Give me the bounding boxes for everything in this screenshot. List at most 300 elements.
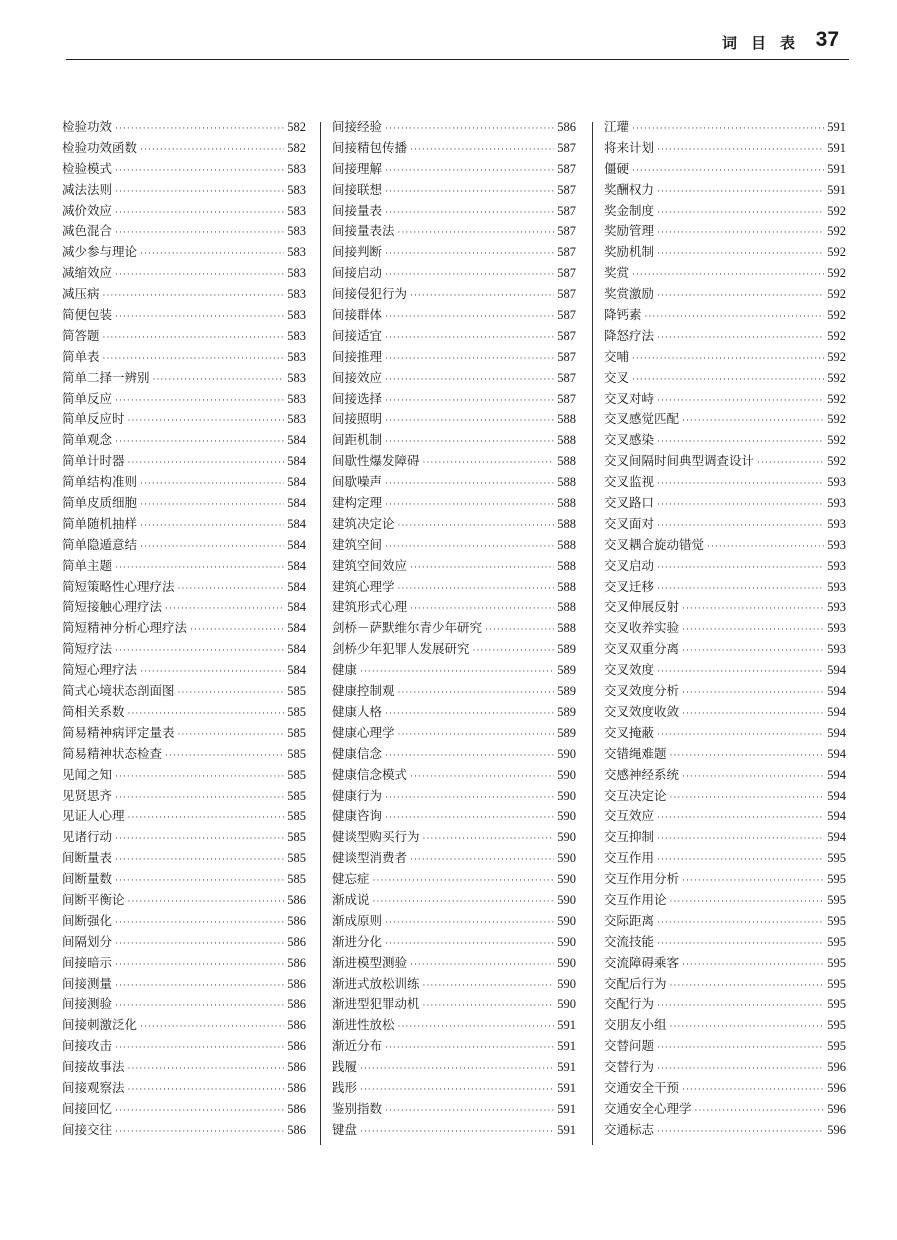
dot-leader bbox=[385, 333, 554, 343]
index-entry bbox=[604, 201, 846, 222]
entry-page-number: 595 bbox=[827, 976, 846, 991]
index-entry bbox=[332, 138, 576, 159]
entry-page-number: 591 bbox=[827, 182, 846, 197]
dot-leader bbox=[115, 876, 284, 886]
entry-term: 简单随机抽样 bbox=[62, 515, 138, 531]
dot-leader bbox=[657, 855, 824, 865]
entry-page-number: 586 bbox=[287, 1060, 306, 1075]
entry-page-number: 590 bbox=[557, 851, 576, 866]
index-entry bbox=[62, 1099, 306, 1120]
entry-term: 间接群体 bbox=[332, 307, 383, 323]
dot-leader bbox=[657, 1127, 824, 1137]
entry-term: 交互决定论 bbox=[604, 787, 667, 803]
index-entry bbox=[62, 618, 306, 639]
entry-page-number: 589 bbox=[557, 642, 576, 657]
entry-term: 交叉监视 bbox=[604, 474, 655, 490]
dot-leader bbox=[398, 228, 555, 238]
dot-leader bbox=[657, 730, 824, 740]
entry-page-number: 587 bbox=[557, 391, 576, 406]
dot-leader bbox=[410, 291, 554, 301]
dot-leader bbox=[115, 646, 284, 656]
index-entry bbox=[332, 430, 576, 451]
index-entry bbox=[62, 723, 306, 744]
entry-page-number: 585 bbox=[287, 851, 306, 866]
index-entry bbox=[332, 368, 576, 389]
entry-term: 简单反应时 bbox=[62, 411, 125, 427]
entry-term: 践履 bbox=[332, 1059, 358, 1075]
entry-term: 奖励机制 bbox=[604, 244, 655, 260]
index-entry bbox=[332, 848, 576, 869]
dot-leader bbox=[385, 939, 554, 949]
index-entry bbox=[604, 138, 846, 159]
dot-leader bbox=[657, 1043, 824, 1053]
index-entry bbox=[604, 639, 846, 660]
entry-page-number: 592 bbox=[827, 349, 846, 364]
dot-leader bbox=[140, 1022, 284, 1032]
entry-term: 建构定理 bbox=[332, 495, 383, 511]
dot-leader bbox=[373, 876, 555, 886]
entry-page-number: 586 bbox=[287, 1122, 306, 1137]
entry-term: 检验模式 bbox=[62, 160, 113, 176]
index-entry bbox=[332, 1036, 576, 1057]
entry-term: 间接选择 bbox=[332, 390, 383, 406]
entry-page-number: 593 bbox=[827, 621, 846, 636]
entry-page-number: 583 bbox=[287, 287, 306, 302]
index-entry bbox=[332, 786, 576, 807]
index-entry bbox=[62, 472, 306, 493]
index-entry bbox=[332, 702, 576, 723]
index-entry bbox=[604, 1099, 846, 1120]
entry-page-number: 592 bbox=[827, 308, 846, 323]
entry-term: 减少参与理论 bbox=[62, 244, 138, 260]
entry-term: 建筑心理学 bbox=[332, 578, 395, 594]
entry-page-number: 584 bbox=[287, 537, 306, 552]
entry-page-number: 586 bbox=[557, 120, 576, 134]
entry-page-number: 587 bbox=[557, 203, 576, 218]
dot-leader bbox=[657, 667, 824, 677]
entry-page-number: 591 bbox=[827, 161, 846, 176]
entry-term: 简易精神病评定量表 bbox=[62, 724, 175, 740]
entry-page-number: 588 bbox=[557, 579, 576, 594]
entry-page-number: 592 bbox=[827, 328, 846, 343]
index-entry bbox=[604, 994, 846, 1015]
index-entry bbox=[604, 827, 846, 848]
entry-term: 奖励管理 bbox=[604, 223, 655, 239]
dot-leader bbox=[165, 604, 284, 614]
dot-leader bbox=[153, 375, 285, 385]
entry-term: 简单观念 bbox=[62, 432, 113, 448]
index-entry bbox=[62, 994, 306, 1015]
entry-term: 降钙素 bbox=[604, 307, 642, 323]
index-entry bbox=[604, 848, 846, 869]
entry-term: 交互作用论 bbox=[604, 891, 667, 907]
column-divider bbox=[592, 122, 593, 1145]
index-entry bbox=[604, 911, 846, 932]
dot-leader bbox=[103, 354, 285, 364]
dot-leader bbox=[657, 813, 824, 823]
index-entry bbox=[62, 409, 306, 430]
entry-term: 交配后行为 bbox=[604, 975, 667, 991]
entry-page-number: 588 bbox=[557, 475, 576, 490]
entry-page-number: 587 bbox=[557, 161, 576, 176]
dot-leader bbox=[632, 354, 824, 364]
index-entry bbox=[604, 1057, 846, 1078]
dot-leader bbox=[423, 458, 555, 468]
entry-page-number: 590 bbox=[557, 955, 576, 970]
entry-page-number: 584 bbox=[287, 516, 306, 531]
dot-leader bbox=[115, 270, 284, 280]
entry-page-number: 583 bbox=[287, 266, 306, 281]
entry-term: 建筑空间效应 bbox=[332, 557, 408, 573]
entry-page-number: 584 bbox=[287, 475, 306, 490]
dot-leader bbox=[360, 667, 554, 677]
entry-term: 剑桥－萨默维尔青少年研究 bbox=[332, 620, 483, 636]
entry-page-number: 594 bbox=[827, 830, 846, 845]
entry-page-number: 587 bbox=[557, 328, 576, 343]
dot-leader bbox=[115, 124, 284, 134]
index-entry bbox=[604, 159, 846, 180]
entry-page-number: 592 bbox=[827, 245, 846, 260]
dot-leader bbox=[128, 897, 285, 907]
entry-term: 简单皮质细胞 bbox=[62, 495, 138, 511]
entry-page-number: 594 bbox=[827, 767, 846, 782]
index-entry bbox=[604, 242, 846, 263]
entry-page-number: 583 bbox=[287, 349, 306, 364]
page-header bbox=[0, 28, 897, 58]
entry-term: 间接测验 bbox=[62, 996, 113, 1012]
header-rule bbox=[66, 59, 849, 60]
index-entry bbox=[604, 806, 846, 827]
entry-page-number: 586 bbox=[287, 1101, 306, 1116]
entry-page-number: 594 bbox=[827, 788, 846, 803]
entry-term: 交叉双重分离 bbox=[604, 641, 680, 657]
dot-leader bbox=[385, 500, 554, 510]
dot-leader bbox=[657, 187, 824, 197]
entry-page-number: 594 bbox=[827, 684, 846, 699]
dot-leader bbox=[373, 897, 555, 907]
entry-term: 间接量表法 bbox=[332, 223, 395, 239]
entry-term: 僵硬 bbox=[604, 160, 630, 176]
entry-page-number: 586 bbox=[287, 955, 306, 970]
dot-leader bbox=[128, 813, 285, 823]
index-entry bbox=[62, 284, 306, 305]
entry-page-number: 595 bbox=[827, 913, 846, 928]
entry-term: 渐近分布 bbox=[332, 1038, 383, 1054]
entry-page-number: 594 bbox=[827, 746, 846, 761]
entry-page-number: 588 bbox=[557, 433, 576, 448]
dot-leader bbox=[385, 709, 554, 719]
index-entry bbox=[332, 806, 576, 827]
dot-leader bbox=[140, 521, 284, 531]
entry-page-number: 596 bbox=[827, 1122, 846, 1137]
entry-page-number: 587 bbox=[557, 287, 576, 302]
entry-page-number: 586 bbox=[287, 1039, 306, 1054]
entry-term: 间断强化 bbox=[62, 912, 113, 928]
entry-page-number: 589 bbox=[557, 725, 576, 740]
index-entry bbox=[332, 1120, 576, 1141]
dot-leader bbox=[757, 458, 824, 468]
index-entry bbox=[604, 451, 846, 472]
dot-leader bbox=[140, 479, 284, 489]
entry-term: 健康信念 bbox=[332, 745, 383, 761]
dot-leader bbox=[115, 563, 284, 573]
entry-page-number: 587 bbox=[557, 370, 576, 385]
dot-leader bbox=[657, 333, 824, 343]
index-entry bbox=[604, 1120, 846, 1141]
index-entry bbox=[604, 284, 846, 305]
dot-leader bbox=[140, 542, 284, 552]
dot-leader bbox=[115, 1043, 284, 1053]
index-entry bbox=[604, 535, 846, 556]
dot-leader bbox=[657, 918, 824, 928]
entry-term: 见贤思齐 bbox=[62, 787, 113, 803]
entry-term: 江瓘 bbox=[604, 119, 630, 134]
dot-leader bbox=[670, 793, 825, 803]
entry-page-number: 588 bbox=[557, 600, 576, 615]
entry-term: 健康咨询 bbox=[332, 808, 383, 824]
entry-term: 减价效应 bbox=[62, 202, 113, 218]
dot-leader bbox=[398, 1022, 555, 1032]
index-entry bbox=[62, 368, 306, 389]
entry-page-number: 583 bbox=[287, 412, 306, 427]
entry-page-number: 591 bbox=[827, 120, 846, 134]
entry-page-number: 596 bbox=[827, 1101, 846, 1116]
entry-page-number: 593 bbox=[827, 516, 846, 531]
entry-term: 交叉效度收敛 bbox=[604, 703, 680, 719]
dot-leader bbox=[657, 521, 824, 531]
index-entry bbox=[604, 618, 846, 639]
dot-leader bbox=[128, 458, 285, 468]
index-entry bbox=[604, 326, 846, 347]
index-entry bbox=[332, 305, 576, 326]
index-entry bbox=[62, 953, 306, 974]
index-entry bbox=[332, 263, 576, 284]
index-entry bbox=[604, 221, 846, 242]
index-entry bbox=[332, 577, 576, 598]
entry-term: 间断量数 bbox=[62, 871, 113, 887]
entry-page-number: 586 bbox=[287, 976, 306, 991]
entry-page-number: 590 bbox=[557, 997, 576, 1012]
index-entry bbox=[332, 723, 576, 744]
entry-page-number: 593 bbox=[827, 579, 846, 594]
dot-leader bbox=[115, 918, 284, 928]
dot-leader bbox=[385, 396, 554, 406]
entry-page-number: 584 bbox=[287, 433, 306, 448]
index-entry bbox=[604, 1015, 846, 1036]
entry-term: 间接测量 bbox=[62, 975, 113, 991]
dot-leader bbox=[140, 500, 284, 510]
dot-leader bbox=[360, 1085, 554, 1095]
entry-term: 奖赏 bbox=[604, 265, 630, 281]
entry-page-number: 591 bbox=[557, 1122, 576, 1137]
entry-page-number: 585 bbox=[287, 872, 306, 887]
entry-term: 简单计时器 bbox=[62, 453, 125, 469]
running-title: 词目表 bbox=[721, 34, 809, 52]
dot-leader bbox=[385, 1106, 554, 1116]
index-entry bbox=[332, 1057, 576, 1078]
index-entry bbox=[62, 117, 306, 138]
entry-page-number: 591 bbox=[557, 1060, 576, 1075]
index-entry bbox=[62, 493, 306, 514]
entry-page-number: 592 bbox=[827, 287, 846, 302]
index-entry bbox=[62, 911, 306, 932]
index-entry bbox=[604, 765, 846, 786]
index-entry bbox=[62, 577, 306, 598]
dot-leader bbox=[115, 855, 284, 865]
entry-term: 渐进型犯罪动机 bbox=[332, 996, 420, 1012]
dot-leader bbox=[128, 1064, 285, 1074]
entry-term: 间接暗示 bbox=[62, 954, 113, 970]
entry-term: 交流障碍乘客 bbox=[604, 954, 680, 970]
entry-term: 交叉间隔时间典型调查设计 bbox=[604, 453, 755, 469]
index-entry bbox=[332, 514, 576, 535]
index-entry bbox=[604, 702, 846, 723]
entry-page-number: 589 bbox=[557, 684, 576, 699]
entry-term: 健谈型购买行为 bbox=[332, 829, 420, 845]
entry-page-number: 587 bbox=[557, 349, 576, 364]
dot-leader bbox=[410, 604, 554, 614]
entry-term: 交叉效度 bbox=[604, 662, 655, 678]
dot-leader bbox=[410, 145, 554, 155]
entry-page-number: 592 bbox=[827, 203, 846, 218]
dot-leader bbox=[385, 751, 554, 761]
entry-term: 间接经验 bbox=[332, 119, 383, 134]
index-entry bbox=[62, 869, 306, 890]
index-entry bbox=[62, 1120, 306, 1141]
index-entry bbox=[604, 305, 846, 326]
dot-leader bbox=[485, 625, 554, 635]
index-entry bbox=[604, 368, 846, 389]
dot-leader bbox=[385, 1043, 554, 1053]
index-entry bbox=[332, 117, 576, 138]
dot-leader bbox=[360, 1127, 554, 1137]
dot-leader bbox=[385, 354, 554, 364]
entry-page-number: 592 bbox=[827, 370, 846, 385]
index-column-3 bbox=[604, 117, 846, 1141]
dot-leader bbox=[398, 688, 555, 698]
entry-page-number: 585 bbox=[287, 684, 306, 699]
index-entry bbox=[604, 974, 846, 995]
entry-term: 交配行为 bbox=[604, 996, 655, 1012]
entry-term: 交叉面对 bbox=[604, 515, 655, 531]
entry-page-number: 585 bbox=[287, 830, 306, 845]
index-entry bbox=[604, 556, 846, 577]
index-entry bbox=[332, 493, 576, 514]
entry-page-number: 583 bbox=[287, 224, 306, 239]
entry-page-number: 587 bbox=[557, 224, 576, 239]
index-entry bbox=[332, 409, 576, 430]
dot-leader bbox=[385, 793, 554, 803]
entry-term: 交叉路口 bbox=[604, 495, 655, 511]
dot-leader bbox=[657, 834, 824, 844]
entry-page-number: 584 bbox=[287, 600, 306, 615]
entry-page-number: 596 bbox=[827, 1060, 846, 1075]
index-entry bbox=[604, 117, 846, 138]
index-entry bbox=[604, 263, 846, 284]
entry-term: 渐进模型测验 bbox=[332, 954, 408, 970]
entry-page-number: 588 bbox=[557, 516, 576, 531]
entry-term: 交朋友小组 bbox=[604, 1017, 667, 1033]
entry-page-number: 592 bbox=[827, 454, 846, 469]
dot-leader bbox=[410, 855, 554, 865]
entry-page-number: 585 bbox=[287, 809, 306, 824]
dot-leader bbox=[682, 1085, 824, 1095]
entry-term: 交替问题 bbox=[604, 1038, 655, 1054]
dot-leader bbox=[398, 521, 555, 531]
entry-term: 间歇噪声 bbox=[332, 474, 383, 490]
entry-page-number: 585 bbox=[287, 788, 306, 803]
dot-leader bbox=[115, 793, 284, 803]
index-entry bbox=[62, 242, 306, 263]
dot-leader bbox=[385, 187, 554, 197]
entry-page-number: 591 bbox=[827, 140, 846, 155]
dot-leader bbox=[385, 437, 554, 447]
entry-term: 交叉耦合旋动错觉 bbox=[604, 536, 705, 552]
index-entry bbox=[332, 535, 576, 556]
entry-page-number: 591 bbox=[557, 1018, 576, 1033]
index-entry bbox=[62, 932, 306, 953]
entry-page-number: 590 bbox=[557, 976, 576, 991]
entry-term: 间接判断 bbox=[332, 244, 383, 260]
entry-term: 简短心理疗法 bbox=[62, 662, 138, 678]
entry-page-number: 592 bbox=[827, 412, 846, 427]
entry-page-number: 590 bbox=[557, 872, 576, 887]
entry-term: 简单表 bbox=[62, 348, 100, 364]
index-entry bbox=[62, 786, 306, 807]
index-entry bbox=[332, 744, 576, 765]
entry-page-number: 590 bbox=[557, 892, 576, 907]
dot-leader bbox=[385, 479, 554, 489]
index-entry bbox=[332, 451, 576, 472]
entry-page-number: 592 bbox=[827, 391, 846, 406]
index-entry bbox=[62, 451, 306, 472]
entry-term: 简式心境状态剖面图 bbox=[62, 683, 175, 699]
entry-term: 间接效应 bbox=[332, 369, 383, 385]
dot-leader bbox=[632, 375, 824, 385]
index-entry bbox=[604, 1036, 846, 1057]
index-entry bbox=[604, 577, 846, 598]
entry-page-number: 595 bbox=[827, 872, 846, 887]
index-entry bbox=[604, 953, 846, 974]
dot-leader bbox=[385, 813, 554, 823]
index-entry bbox=[62, 639, 306, 660]
entry-page-number: 593 bbox=[827, 496, 846, 511]
entry-term: 交互效应 bbox=[604, 808, 655, 824]
entry-term: 间接侵犯行为 bbox=[332, 286, 408, 302]
entry-term: 交互抑制 bbox=[604, 829, 655, 845]
dot-leader bbox=[682, 416, 824, 426]
dot-leader bbox=[657, 437, 824, 447]
dot-leader bbox=[657, 208, 824, 218]
entry-page-number: 587 bbox=[557, 308, 576, 323]
entry-page-number: 595 bbox=[827, 892, 846, 907]
index-entry bbox=[332, 618, 576, 639]
entry-term: 剑桥少年犯罪人发展研究 bbox=[332, 641, 470, 657]
entry-page-number: 591 bbox=[557, 1039, 576, 1054]
index-entry bbox=[332, 201, 576, 222]
dot-leader bbox=[128, 1085, 285, 1095]
dot-leader bbox=[385, 124, 554, 134]
index-entry bbox=[332, 556, 576, 577]
entry-term: 键盘 bbox=[332, 1121, 358, 1137]
entry-page-number: 583 bbox=[287, 391, 306, 406]
index-entry bbox=[332, 389, 576, 410]
index-entry bbox=[332, 994, 576, 1015]
entry-page-number: 590 bbox=[557, 788, 576, 803]
entry-term: 交通安全干预 bbox=[604, 1079, 680, 1095]
index-entry bbox=[62, 159, 306, 180]
entry-term: 间接照明 bbox=[332, 411, 383, 427]
